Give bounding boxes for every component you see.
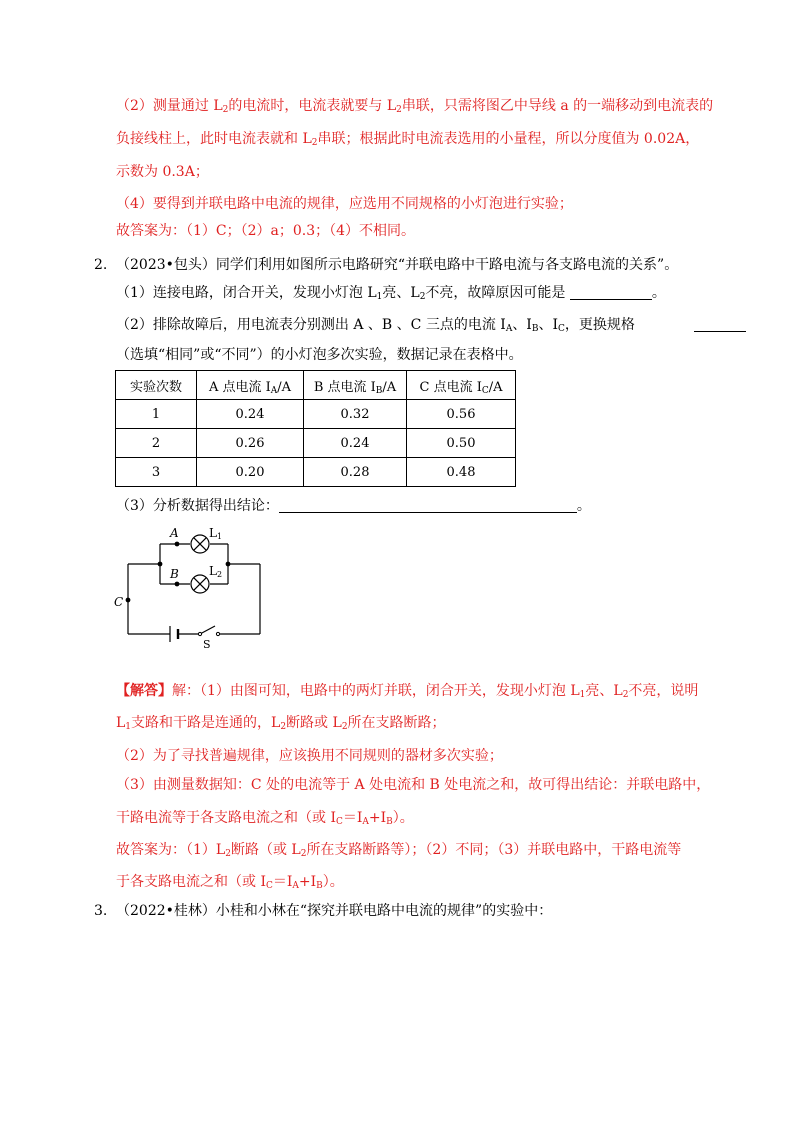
table-cell: 0.32	[304, 400, 407, 429]
lamp-l2	[191, 575, 209, 593]
point-c-dot	[126, 598, 131, 603]
answer2-line-4: （3）由测量数据知：C 处的电流等于 A 处电流和 B 处电流之和，故可得出结论：并联电路中，	[116, 777, 711, 793]
table-cell: 0.48	[407, 458, 516, 487]
label-s: S	[203, 638, 211, 650]
answer2-line-5: 干路电流等于各支路电流之和（或 $I_C=I_A+I_B$）。	[116, 810, 414, 827]
table-header-row	[116, 371, 516, 400]
point-b-dot	[175, 582, 180, 587]
table-cell: 0.28	[304, 458, 407, 487]
answer-blank-3[interactable]	[279, 498, 577, 513]
table-cell: 0.50	[407, 429, 516, 458]
label-l2: L2	[209, 564, 223, 579]
question-3-stem: （2022•桂林）小桂和小林在“探究并联电路中电流的规律”的实验中：	[116, 903, 553, 919]
answer2-line-1: 【解答】解：（1）由图可知，电路中的两灯并联，闭合开关，发现小灯泡 $L_1$亮、$L_2$不亮，说明	[116, 683, 699, 700]
question-3-number: 3.	[94, 903, 108, 919]
label-l1: L1	[209, 526, 223, 541]
circuit-diagram	[112, 520, 272, 650]
label-b: B	[170, 567, 179, 581]
table-cell: 3	[116, 458, 197, 487]
table-cell: 0.20	[197, 458, 304, 487]
question-2-part-3: （3）分析数据得出结论： 。	[116, 498, 591, 514]
table-header-cell: 实验次数	[116, 371, 197, 400]
table-header-cell: C 点电流 $I_C/A$	[407, 371, 516, 400]
battery-symbol	[170, 626, 178, 642]
table-header-cell: B 点电流 $I_B/A$	[304, 371, 407, 400]
answer-blank-2[interactable]	[694, 317, 746, 332]
question-2-part-2: （2）排除故障后，用电流表分别测出 A 、B 、C 三点的电流 $I_A$、$I_B$、$I_C$，更换规格	[116, 317, 635, 334]
table-cell: 2	[116, 429, 197, 458]
point-a-dot	[175, 542, 180, 547]
switch-symbol	[198, 632, 201, 635]
answer1-line-2: 负接线柱上，此时电流表就和 $L_2$串联；根据此时电流表选用的小量程，所以分度值为 0.02A，	[116, 131, 700, 148]
answer1-line-1: （2）测量通过 $L_2$的电流时，电流表就要与 $L_2$串联，只需将图乙中导线 a 的一端移动到电流表的	[116, 98, 714, 115]
label-a: A	[170, 526, 179, 540]
answer2-line-2: $L_1$支路和干路是连通的，$L_2$断路或 $L_2$所在支路断路；	[116, 715, 446, 732]
label-c: C	[114, 595, 124, 609]
answer2-final-answer-2: 于各支路电流之和（或 $I_C=I_A+I_B$）。	[116, 874, 344, 891]
table-cell: 0.24	[197, 400, 304, 429]
question-2-number: 2.	[94, 257, 108, 273]
answer-blank-1[interactable]	[570, 285, 652, 300]
table-cell: 0.26	[197, 429, 304, 458]
table-row	[116, 400, 516, 429]
table-row	[116, 458, 516, 487]
table-row	[116, 429, 516, 458]
answer1-line-4: （4）要得到并联电路中电流的规律，应选用不同规格的小灯泡进行实验；	[116, 196, 573, 212]
table-header-cell: A 点电流 $I_A/A$	[197, 371, 304, 400]
table-cell: 0.56	[407, 400, 516, 429]
answer1-final-answer: 故答案为：（1）C；（2）a；0.3；（4）不相同。	[116, 223, 416, 239]
data-table	[115, 370, 516, 487]
answer2-final-answer-1: 故答案为：$(1)L_2$断路（或 $L_2$所在支路断路等）；（2）不同；（3）并联电路中，干路电流等	[116, 842, 682, 859]
answer1-line-3: 示数为 0.3A；	[116, 164, 209, 180]
question-2-stem: （2023•包头）同学们利用如图所示电路研究“并联电路中干路电流与各支路电流的关系”。	[116, 257, 679, 273]
answer2-line-3: （2）为了寻找普遍规律，应该换用不同规则的器材多次实验；	[116, 748, 503, 764]
table-cell: 1	[116, 400, 197, 429]
question-2-part-2-line-2: （选填“相同”或“不同”）的小灯泡多次实验，数据记录在表格中。	[116, 347, 523, 363]
question-2-part-1: （1）连接电路，闭合开关，发现小灯泡 $L_1$亮、$L_2$不亮，故障原因可能是 。	[116, 285, 666, 302]
lamp-l1	[191, 535, 209, 553]
answer-tag: 【解答】	[116, 683, 172, 699]
table-cell: 0.24	[304, 429, 407, 458]
